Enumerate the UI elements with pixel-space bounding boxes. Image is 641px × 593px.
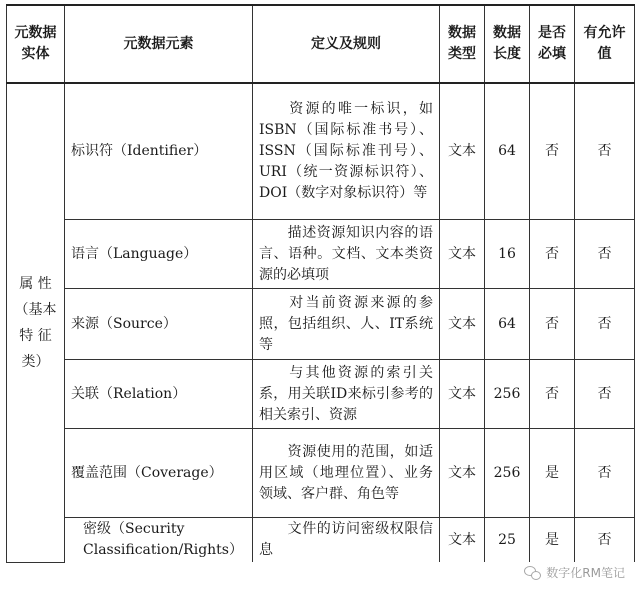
required-cell: 否	[530, 289, 575, 360]
table-row	[7, 289, 635, 360]
header-required: 是否必填	[530, 5, 575, 83]
metadata-table	[6, 4, 635, 563]
table-row	[7, 360, 635, 429]
allowed-values-cell: 否	[575, 289, 635, 360]
header-entity: 元数据实体	[7, 5, 65, 83]
allowed-values-cell: 否	[575, 220, 635, 289]
header-allowed-values: 有允许值	[575, 5, 635, 83]
header-data-length: 数据长度	[485, 5, 530, 83]
data-length-cell: 16	[485, 220, 530, 289]
data-type-cell: 文本	[440, 220, 485, 289]
table-row	[7, 429, 635, 518]
definition-text: 对当前资源来源的参照，包括组织、人、IT系统等	[259, 294, 433, 353]
watermark	[520, 563, 629, 582]
data-length-cell: 64	[485, 289, 530, 360]
data-length-cell: 25	[485, 518, 530, 563]
data-length-cell: 256	[485, 360, 530, 429]
definition-text: 文件的访问密级权限信息	[259, 521, 433, 558]
data-type-cell: 文本	[440, 289, 485, 360]
definition-cell	[253, 518, 440, 563]
header-definition: 定义及规则	[253, 5, 440, 83]
allowed-values-cell: 否	[575, 429, 635, 518]
element-cell: 密级（Security Classification/Rights）	[65, 518, 253, 563]
definition-text: 资源的唯一标识，如ISBN（国际标准书号）、ISSN（国际标准刊号）、URI（统一资源标识符）、DOI（数字对象标识符）等	[259, 101, 433, 201]
allowed-values-cell: 否	[575, 518, 635, 563]
header-row	[7, 5, 635, 83]
table-row	[7, 83, 635, 220]
required-cell: 否	[530, 220, 575, 289]
definition-cell	[253, 429, 440, 518]
entity-cell: 属 性（基本特 征类）	[7, 83, 65, 562]
element-cell: 来源（Source）	[65, 289, 253, 360]
data-length-cell: 64	[485, 83, 530, 220]
definition-cell	[253, 220, 440, 289]
element-cell: 覆盖范围（Coverage）	[65, 429, 253, 518]
definition-text: 描述资源知识内容的语言、语种。文档、文本类资源的必填项	[259, 224, 433, 283]
data-length-cell: 256	[485, 429, 530, 518]
data-type-cell: 文本	[440, 518, 485, 563]
data-type-cell: 文本	[440, 360, 485, 429]
required-cell: 否	[530, 83, 575, 220]
header-data-type: 数据类型	[440, 5, 485, 83]
definition-text: 资源使用的范围，如适用区域（地理位置）、业务领域、客户群、角色等	[259, 443, 433, 502]
required-cell: 否	[530, 360, 575, 429]
element-cell: 语言（Language）	[65, 220, 253, 289]
definition-cell	[253, 83, 440, 220]
header-element: 元数据元素	[65, 5, 253, 83]
definition-cell	[253, 360, 440, 429]
wechat-icon	[524, 566, 542, 580]
element-cell: 标识符（Identifier）	[65, 83, 253, 220]
watermark-text: 数字化RM笔记	[546, 566, 625, 580]
table-row	[7, 220, 635, 289]
allowed-values-cell: 否	[575, 83, 635, 220]
data-type-cell: 文本	[440, 429, 485, 518]
data-type-cell: 文本	[440, 83, 485, 220]
required-cell: 是	[530, 429, 575, 518]
table-row	[7, 518, 635, 563]
element-cell: 关联（Relation）	[65, 360, 253, 429]
definition-cell	[253, 289, 440, 360]
allowed-values-cell: 否	[575, 360, 635, 429]
definition-text: 与其他资源的索引关系，用关联ID来标引参考的相关索引、资源	[259, 364, 433, 423]
required-cell: 是	[530, 518, 575, 563]
